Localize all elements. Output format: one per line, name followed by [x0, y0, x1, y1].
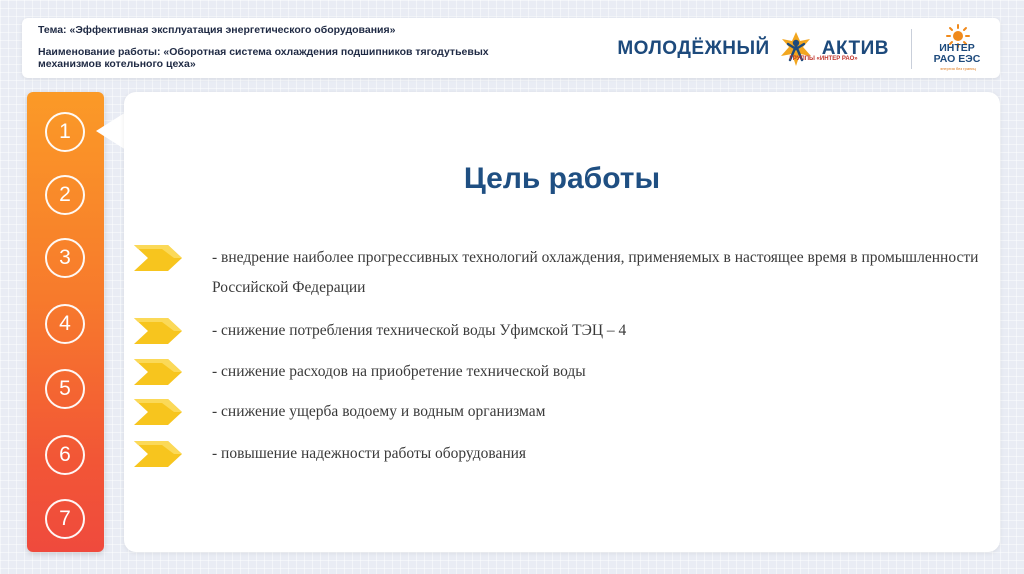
header-bar — [22, 18, 1000, 78]
nav-item-2[interactable]: 2 — [45, 175, 85, 215]
content-panel — [124, 92, 1000, 552]
bullet-text: - повышение надежности работы оборудования — [212, 445, 527, 462]
page-title: Цель работы — [463, 162, 661, 195]
youth-logo-subtitle: ГРУППЫ «ИНТЕР РАО» — [789, 56, 858, 62]
nav-item-5[interactable]: 5 — [45, 369, 85, 409]
section-nav — [27, 92, 104, 552]
topic-line: Тема: «Эффективная эксплуатация энергетического оборудования» — [38, 24, 396, 36]
active-item-pointer — [96, 112, 126, 150]
logos — [617, 26, 986, 72]
youth-emblem-icon — [776, 29, 816, 69]
chevron-right-icon — [134, 399, 182, 425]
chevron-right-icon — [134, 318, 182, 344]
inter-rao-tagline: энергия без границ — [940, 66, 976, 71]
bullet-text: - внедрение наиболее прогрессивных технологий охлаждения, применяемых в настоящее время в промышленности Российской Федерации — [212, 249, 979, 296]
inter-rao-line-2: РАО ЕЭС — [933, 53, 981, 65]
work-title-line-2: механизмов котельного цеха» — [38, 58, 196, 70]
youth-logo-right-word: АКТИВ — [821, 38, 889, 59]
youth-activ-logo — [617, 29, 889, 69]
spacer — [38, 36, 598, 46]
nav-item-3[interactable]: 3 — [45, 238, 85, 278]
youth-logo-left-word: МОЛОДЁЖНЫЙ — [617, 38, 770, 59]
bullet-text: - снижение потребления технической воды Уфимской ТЭЦ – 4 — [212, 322, 627, 339]
inter-rao-text — [928, 43, 986, 65]
header-text — [38, 24, 598, 70]
nav-item-1[interactable]: 1 — [45, 112, 85, 152]
bullet-text: - снижение расходов на приобретение технической воды — [212, 363, 586, 380]
inter-rao-line-1: ИНТЕР — [939, 42, 975, 54]
nav-item-4[interactable]: 4 — [45, 304, 85, 344]
chevron-right-icon — [134, 245, 182, 271]
chevron-right-icon — [134, 359, 182, 385]
nav-item-6[interactable]: 6 — [45, 435, 85, 475]
nav-item-7[interactable]: 7 — [45, 499, 85, 539]
work-title-line-1: Наименование работы: «Оборотная система охлаждения подшипников тягодутьевых — [38, 46, 489, 58]
bullet-text: - снижение ущерба водоему и водным организмам — [212, 403, 546, 420]
chevron-right-icon — [134, 441, 182, 467]
inter-rao-logo — [928, 26, 986, 72]
logo-divider — [911, 29, 912, 69]
